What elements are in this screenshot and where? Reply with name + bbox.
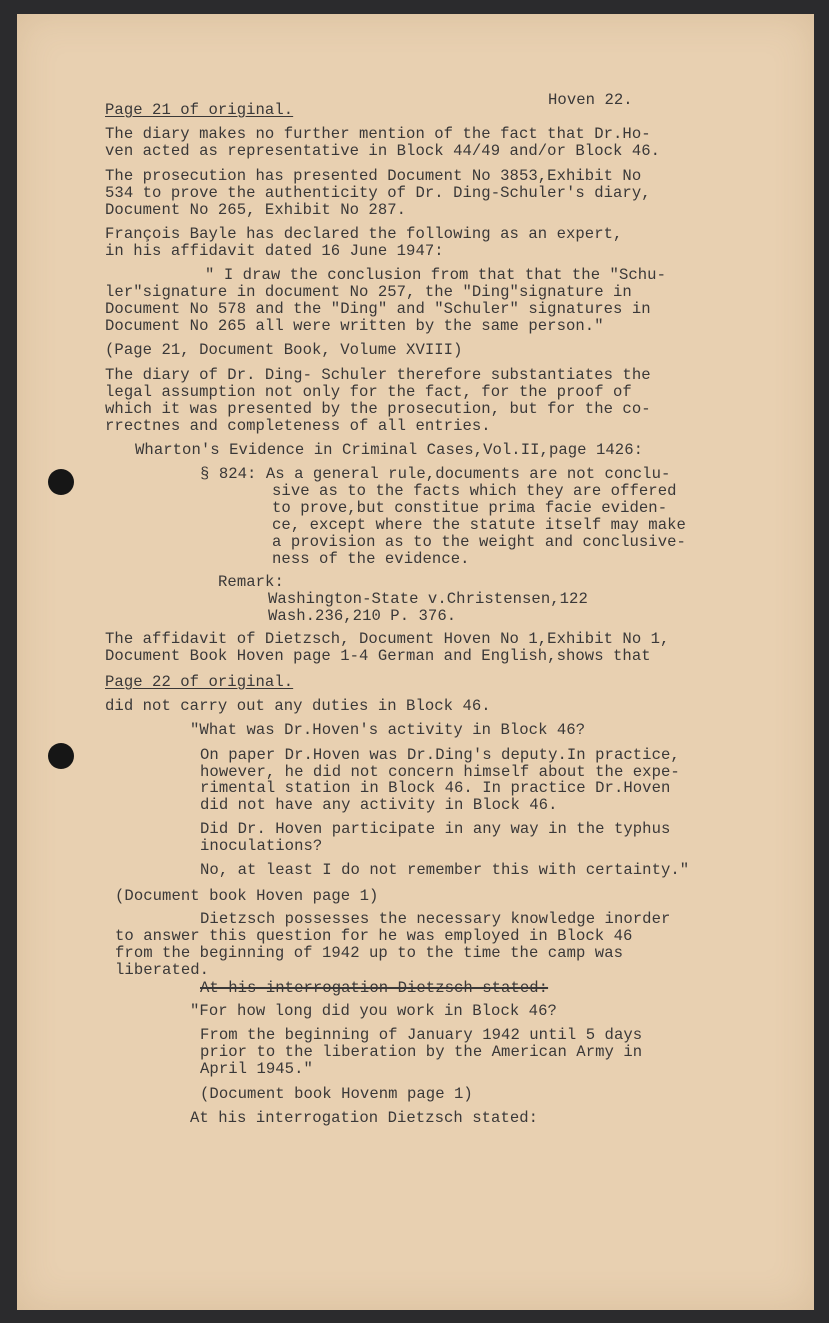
paragraph-line: did not carry out any duties in Block 46. [105,697,491,715]
legal-section-line: sive as to the facts which they are offered [272,482,677,500]
paragraph-line: The affidavit of Dietzsch, Document Hoven No 1,Exhibit No 1, [105,630,670,648]
legal-section-line: a provision as to the weight and conclusive- [272,533,686,551]
paragraph-line: rrectnes and completeness of all entries. [105,417,491,435]
citation: (Document book Hovenm page 1) [200,1085,473,1103]
paragraph-line: legal assumption not only for the fact, for the proof of [105,383,632,401]
remark-label: Remark: [218,573,284,591]
legal-section-line: to prove,but constitue prima facie eviden- [272,499,668,517]
paragraph-line: from the beginning of 1942 up to the time the camp was [115,944,624,962]
citation: (Page 21, Document Book, Volume XVIII) [105,341,463,359]
punch-hole [48,469,74,495]
answer-line: however, he did not concern himself about the expe- [200,763,680,781]
question-line: Did Dr. Hoven participate in any way in the typhus [200,820,671,838]
paragraph-line: Document Book Hoven page 1-4 German and English,shows that [105,647,651,665]
quote-line: ler"signature in document No 257, the "Ding"signature in [105,283,632,301]
page-reference: Page 22 of original. [105,673,294,691]
legal-section-line: ce, except where the statute itself may make [272,516,686,534]
answer-line: did not have any activity in Block 46. [200,796,558,814]
paragraph-line: to answer this question for he was employed in Block 46 [115,927,633,945]
quote-line: Document No 265 all were written by the same person." [105,317,604,335]
paragraph-line: François Bayle has declared the following as an expert, [105,225,623,243]
quote-line: " I draw the conclusion from that that the "Schu- [205,266,666,284]
question-line: "What was Dr.Hoven's activity in Block 46? [190,721,586,739]
legal-section-line: ness of the evidence. [272,550,470,568]
quote-line: Document No 578 and the "Ding" and "Schuler" signatures in [105,300,651,318]
paragraph-line: ven acted as representative in Block 44/49 and/or Block 46. [105,142,661,160]
page-number: Hoven 22. [548,91,633,109]
reference-heading: Wharton's Evidence in Criminal Cases,Vol.II,page 1426: [135,441,644,459]
answer-line: prior to the liberation by the American Army in [200,1043,643,1061]
question-line: inoculations? [200,837,323,855]
paragraph-line: The diary of Dr. Ding- Schuler therefore substantiates the [105,366,651,384]
answer-line: April 1945." [200,1060,313,1078]
struck-out-line: At his interrogation Dietzsch stated: [200,979,549,997]
punch-hole [48,743,74,769]
answer-line: From the beginning of January 1942 until 5 days [200,1026,643,1044]
paragraph-line: liberated. [115,961,210,979]
paragraph-line: Dietzsch possesses the necessary knowledge inorder [200,910,671,928]
paragraph-line: 534 to prove the authenticity of Dr. Ding-Schuler's diary, [105,184,651,202]
paragraph-line: The diary makes no further mention of the fact that Dr.Ho- [105,125,651,143]
citation: (Document book Hoven page 1) [115,887,379,905]
legal-section-line: § 824: As a general rule,documents are not conclu- [200,465,671,483]
paragraph-line: Document No 265, Exhibit No 287. [105,201,407,219]
paragraph-line: The prosecution has presented Document No 3853,Exhibit No [105,167,642,185]
page-reference: Page 21 of original. [105,101,294,119]
remark-line: Washington-State v.Christensen,122 [268,590,588,608]
answer-line: On paper Dr.Hoven was Dr.Ding's deputy.In practice, [200,746,680,764]
answer-line: rimental station in Block 46. In practice Dr.Hoven [200,779,671,797]
answer-line: No, at least I do not remember this with certainty." [200,861,690,879]
paragraph-line: which it was presented by the prosecution, but for the co- [105,400,651,418]
question-line: "For how long did you work in Block 46? [190,1002,557,1020]
remark-line: Wash.236,210 P. 376. [268,607,457,625]
paragraph-line: in his affidavit dated 16 June 1947: [105,242,444,260]
paragraph-line: At his interrogation Dietzsch stated: [190,1109,539,1127]
